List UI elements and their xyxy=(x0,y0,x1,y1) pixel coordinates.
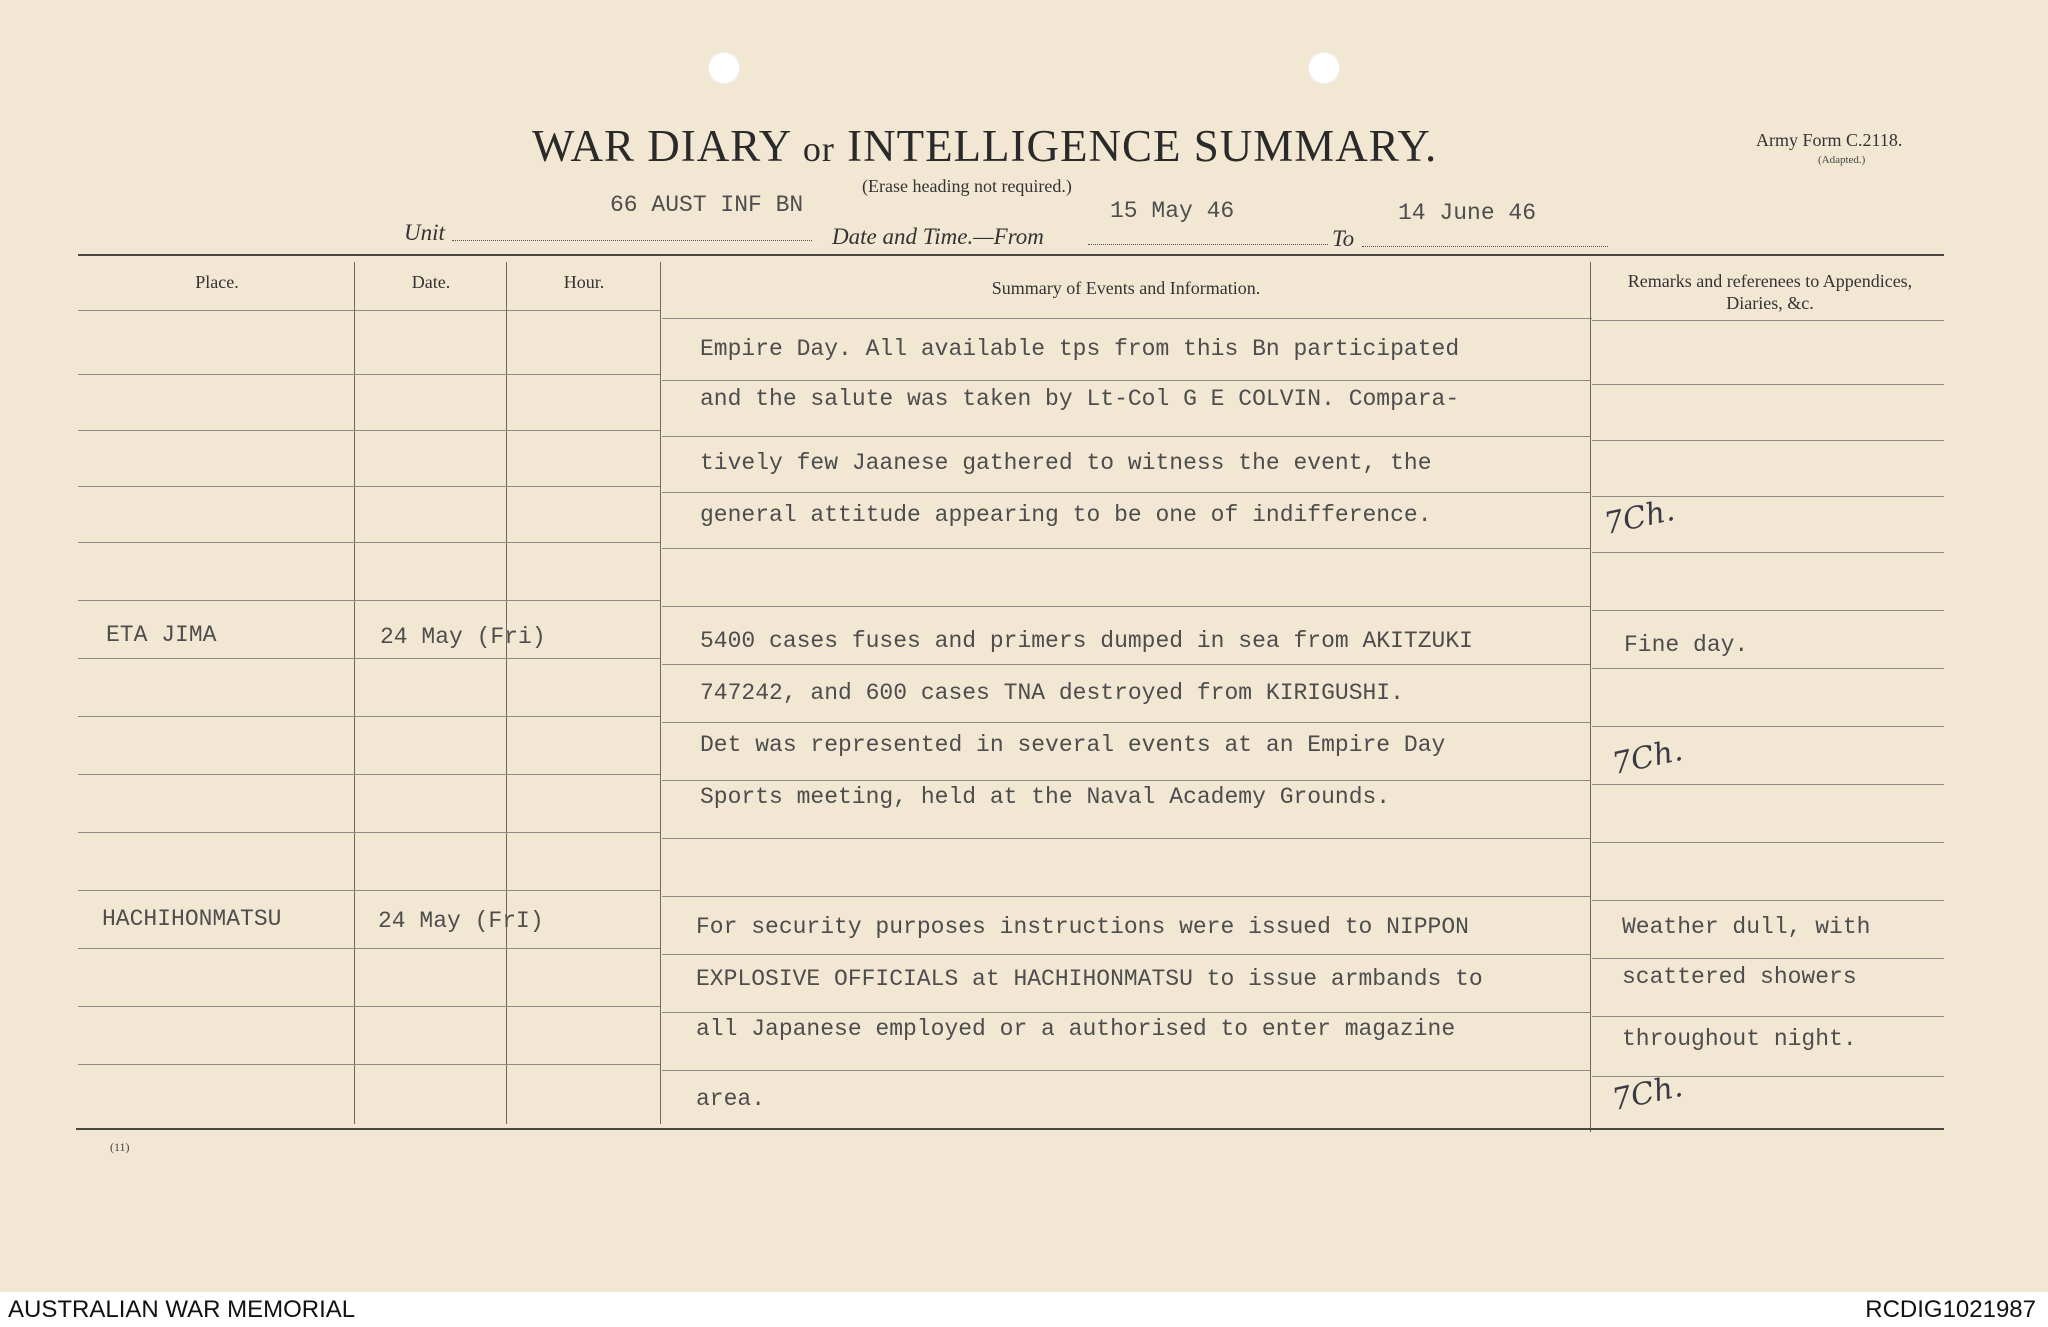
punch-hole-right xyxy=(1308,52,1340,84)
footer-record-id: RCDIG1021987 xyxy=(1865,1296,2036,1323)
entry2-summary-line: 747242, and 600 cases TNA destroyed from KIRIGUSHI. xyxy=(700,680,1404,706)
row-rule xyxy=(1592,440,1944,441)
from-dotted-line xyxy=(1088,244,1328,245)
column-header-remarks: Remarks and referenees to Appendices, Diaries, &c. xyxy=(1627,271,1913,313)
row-rule xyxy=(78,948,660,949)
army-form-number: Army Form C.2118. xyxy=(1756,130,1903,150)
row-rule xyxy=(662,492,1590,493)
row-rule xyxy=(78,658,660,659)
column-header-hour: Hour. xyxy=(563,272,605,292)
row-rule xyxy=(1592,784,1944,785)
entry3-summary-line: For security purposes instructions were issued to NIPPON xyxy=(696,914,1469,940)
row-rule xyxy=(662,1012,1590,1013)
column-header-date: Date. xyxy=(411,272,451,292)
to-dotted-line xyxy=(1362,246,1608,247)
row-rule xyxy=(662,954,1590,955)
footer-archive-name: AUSTRALIAN WAR MEMORIAL xyxy=(8,1296,356,1323)
entry3-date: 24 May (FrI) xyxy=(378,908,544,934)
row-rule xyxy=(78,890,660,891)
column-header-place: Place. xyxy=(195,272,239,292)
row-rule xyxy=(662,780,1590,781)
entry3-summary-line: area. xyxy=(696,1086,766,1112)
row-rule xyxy=(78,832,660,833)
entry1-summary-line: tively few Jaanese gathered to witness the event, the xyxy=(700,450,1432,476)
to-label: To xyxy=(1332,226,1355,251)
row-rule xyxy=(1592,668,1944,669)
row-rule xyxy=(662,436,1590,437)
row-rule xyxy=(662,838,1590,839)
header-bottom-rule-summary xyxy=(662,318,1592,319)
row-rule xyxy=(78,486,660,487)
unit-label: Unit xyxy=(404,220,445,245)
header-bottom-rule-left xyxy=(78,310,660,311)
entry3-initials: 7Ch. xyxy=(1609,1069,1686,1118)
col-divider-hour xyxy=(506,262,507,1124)
form-title xyxy=(532,120,1492,172)
title-intelligence-summary: INTELLIGENCE SUMMARY. xyxy=(847,121,1438,171)
row-rule xyxy=(1592,610,1944,611)
date-time-label: Date and Time.—From xyxy=(832,224,1044,249)
entry3-place: HACHIHONMATSU xyxy=(102,906,282,932)
unit-value: 66 AUST INF BN xyxy=(610,192,804,218)
row-rule xyxy=(78,374,660,375)
from-value: 15 May 46 xyxy=(1110,198,1235,224)
punch-hole-left xyxy=(708,52,740,84)
header-bottom-rule-remarks xyxy=(1592,320,1944,321)
row-rule xyxy=(1592,552,1944,553)
entry2-initials: 7Ch. xyxy=(1609,733,1686,782)
row-rule xyxy=(662,722,1590,723)
entry2-remark-line: Fine day. xyxy=(1624,632,1749,658)
row-rule xyxy=(662,380,1590,381)
entry1-initials: 7Ch. xyxy=(1601,493,1678,542)
row-rule xyxy=(662,896,1590,897)
entry2-date: 24 May (Fri) xyxy=(380,624,546,650)
row-rule xyxy=(662,1070,1590,1071)
row-rule xyxy=(78,1064,660,1065)
erase-note: (Erase heading not required.) xyxy=(862,176,1072,196)
row-rule xyxy=(78,600,660,601)
adapted-note: (Adapted.) xyxy=(1818,154,1866,166)
to-value: 14 June 46 xyxy=(1398,200,1537,226)
row-rule xyxy=(662,664,1590,665)
row-rule xyxy=(78,774,660,775)
entry2-summary-line: Sports meeting, held at the Naval Academy Grounds. xyxy=(700,784,1391,810)
unit-dotted-line xyxy=(452,240,812,241)
row-rule xyxy=(662,606,1590,607)
row-rule xyxy=(1592,842,1944,843)
column-header-summary: Summary of Events and Information. xyxy=(991,278,1261,298)
entry3-summary-line: all Japanese employed or a authorised to enter magazine xyxy=(696,1016,1456,1042)
entry1-summary-line: general attitude appearing to be one of indifference. xyxy=(700,502,1432,528)
table-bottom-rule xyxy=(76,1128,1944,1130)
entry2-summary-line: 5400 cases fuses and primers dumped in sea from AKITZUKI xyxy=(700,628,1473,654)
row-rule xyxy=(1592,900,1944,901)
entry3-remark-line: scattered showers xyxy=(1622,964,1857,990)
table-top-rule xyxy=(78,254,1944,256)
entry1-summary-line: and the salute was taken by Lt-Col G E COLVIN. Compara- xyxy=(700,386,1460,412)
row-rule xyxy=(1592,726,1944,727)
row-rule xyxy=(1592,496,1944,497)
row-rule xyxy=(1592,958,1944,959)
row-rule xyxy=(78,542,660,543)
title-war-diary: WAR DIARY xyxy=(532,121,791,171)
form-print-number: (11) xyxy=(110,1140,130,1154)
row-rule xyxy=(1592,384,1944,385)
entry1-summary-line: Empire Day. All available tps from this Bn participated xyxy=(700,336,1460,362)
col-divider-date xyxy=(354,262,355,1124)
row-rule xyxy=(78,430,660,431)
entry2-summary-line: Det was represented in several events at an Empire Day xyxy=(700,732,1446,758)
row-rule xyxy=(78,716,660,717)
title-or: or xyxy=(802,129,835,169)
row-rule xyxy=(1592,1016,1944,1017)
col-divider-remarks xyxy=(1590,262,1591,1132)
col-divider-summary xyxy=(660,262,661,1124)
entry3-remark-line: throughout night. xyxy=(1622,1026,1857,1052)
entry3-summary-line: EXPLOSIVE OFFICIALS at HACHIHONMATSU to issue armbands to xyxy=(696,966,1483,992)
entry3-remark-line: Weather dull, with xyxy=(1622,914,1871,940)
row-rule xyxy=(78,1006,660,1007)
row-rule xyxy=(662,548,1590,549)
entry2-place: ETA JIMA xyxy=(106,622,217,648)
